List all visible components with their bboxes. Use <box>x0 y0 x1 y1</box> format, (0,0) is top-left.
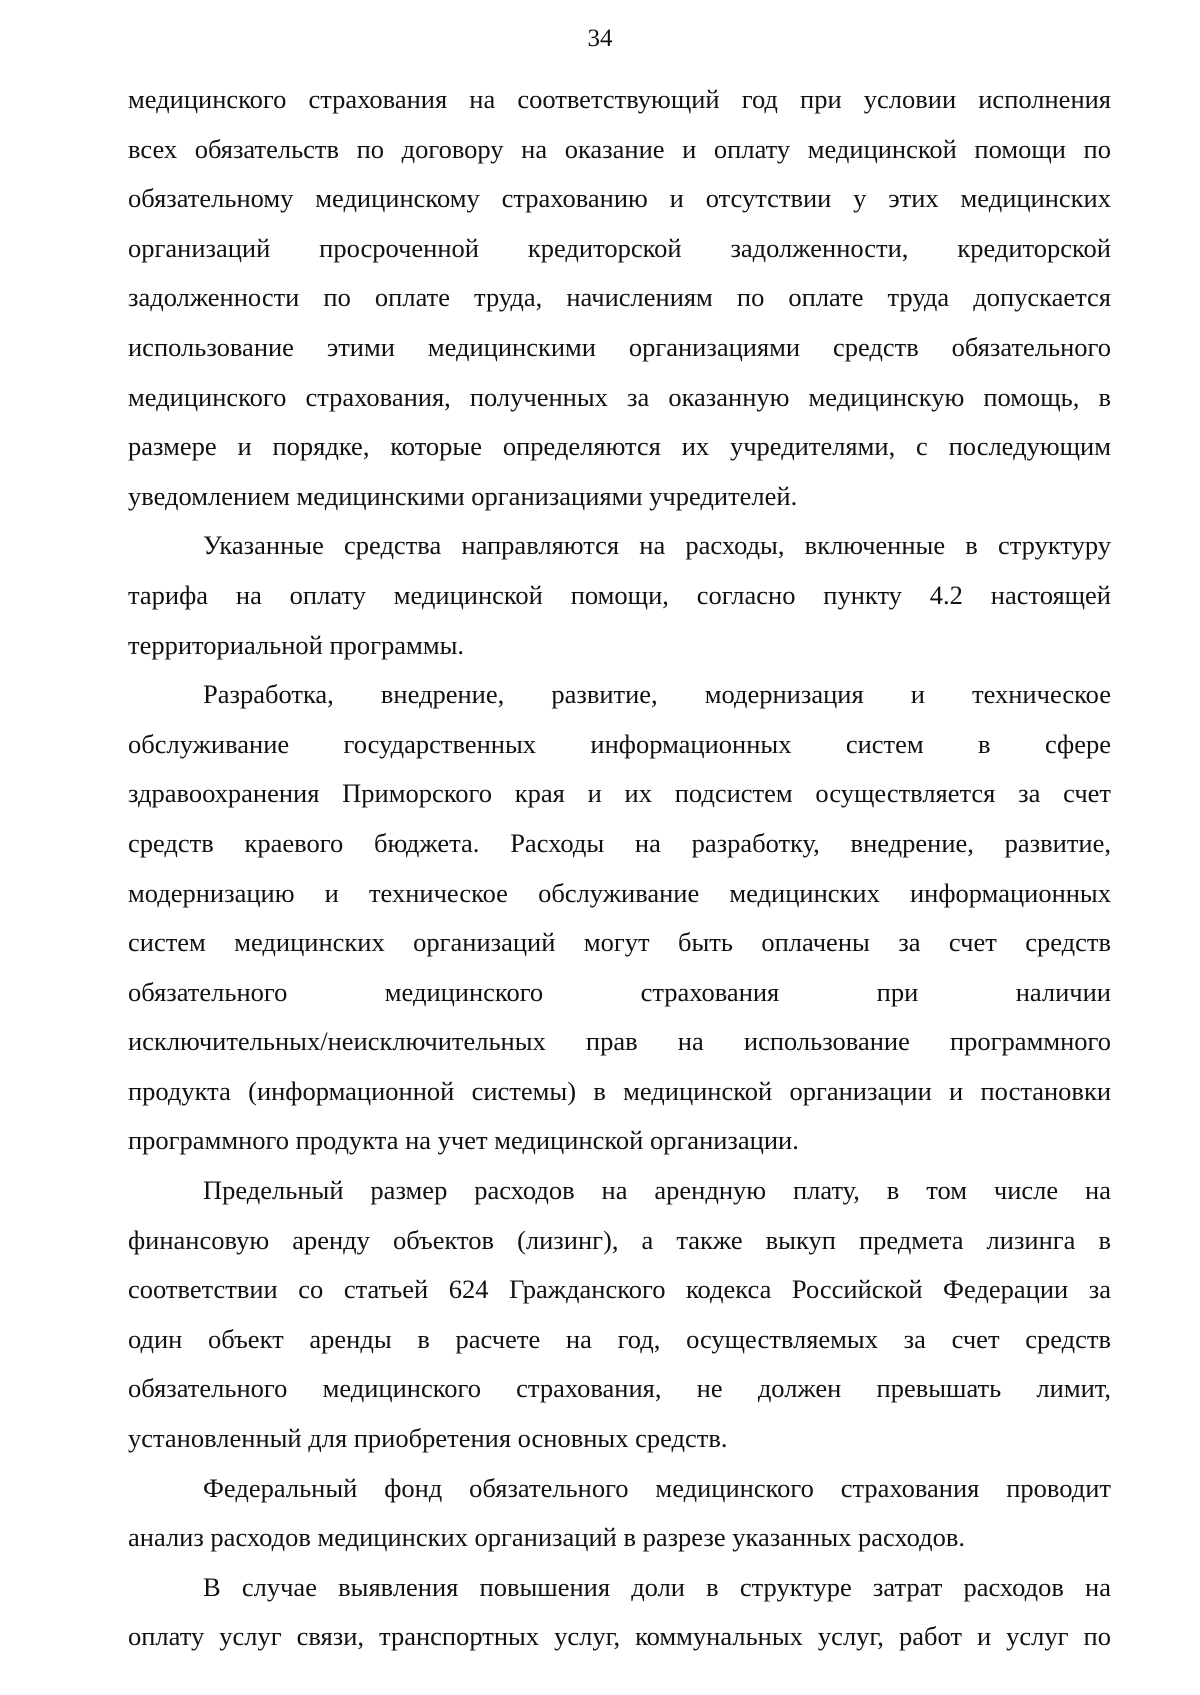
text-line: обслуживание государственных информационных систем в сфере <box>128 728 1111 759</box>
text-line: оплату услуг связи, транспортных услуг, коммунальных услуг, работ и услуг по <box>128 1621 1111 1652</box>
text-line: финансовую аренду объектов (лизинг), а также выкуп предмета лизинга в <box>128 1224 1111 1255</box>
text-line: размере и порядке, которые определяются их учредителями, с последующим <box>128 431 1111 462</box>
text-line: организаций просроченной кредиторской задолженности, кредиторской <box>128 232 1111 263</box>
text-line: Указанные средства направляются на расходы, включенные в структуру <box>203 530 1111 561</box>
text-line: систем медицинских организаций могут быть оплачены за счет средств <box>128 927 1111 958</box>
text-line: обязательного медицинского страхования при наличии <box>128 976 1111 1007</box>
text-line: уведомлением медицинскими организациями учредителей. <box>128 480 798 511</box>
text-line: здравоохранения Приморского края и их подсистем осуществляется за счет <box>128 778 1111 809</box>
text-line: средств краевого бюджета. Расходы на разработку, внедрение, развитие, <box>128 827 1111 858</box>
text-line: задолженности по оплате труда, начислениям по оплате труда допускается <box>128 282 1111 313</box>
paragraph-5 <box>128 1464 1111 1563</box>
text-line: использование этими медицинскими организациями средств обязательного <box>128 331 1111 362</box>
text-line: Федеральный фонд обязательного медицинского страхования проводит <box>203 1472 1111 1503</box>
paragraph-1 <box>128 75 1111 521</box>
paragraph-6 <box>128 1563 1111 1662</box>
text-line: Предельный размер расходов на арендную плату, в том числе на <box>203 1175 1111 1206</box>
text-line: программного продукта на учет медицинской организации. <box>128 1125 799 1156</box>
text-line: В случае выявления повышения доли в структуре затрат расходов на <box>203 1571 1111 1602</box>
text-line: всех обязательств по договору на оказание и оплату медицинской помощи по <box>128 133 1111 164</box>
text-line: Разработка, внедрение, развитие, модернизация и техническое <box>203 679 1111 710</box>
text-line: один объект аренды в расчете на год, осуществляемых за счет средств <box>128 1323 1111 1354</box>
text-line: обязательному медицинскому страхованию и отсутствии у этих медицинских <box>128 183 1111 214</box>
text-line: соответствии со статьей 624 Гражданского кодекса Российской Федерации за <box>128 1274 1111 1305</box>
paragraph-3 <box>128 670 1111 1166</box>
text-line: территориальной программы. <box>128 629 465 660</box>
text-line: анализ расходов медицинских организаций в разрезе указанных расходов. <box>128 1522 966 1553</box>
text-line: тарифа на оплату медицинской помощи, согласно пункту 4.2 настоящей <box>128 579 1111 610</box>
text-line: обязательного медицинского страхования, не должен превышать лимит, <box>128 1373 1111 1404</box>
text-line: продукта (информационной системы) в медицинской организации и постановки <box>128 1075 1111 1106</box>
document-body <box>128 75 1111 1662</box>
text-line: исключительных/неисключительных прав на использование программного <box>128 1026 1111 1057</box>
page-number: 34 <box>587 25 613 52</box>
text-line: установленный для приобретения основных средств. <box>128 1423 728 1454</box>
paragraph-4 <box>128 1166 1111 1464</box>
text-line: медицинского страхования, полученных за оказанную медицинскую помощь, в <box>128 381 1111 412</box>
text-line: модернизацию и техническое обслуживание медицинских информационных <box>128 877 1111 908</box>
paragraph-2 <box>128 521 1111 670</box>
text-line: медицинского страхования на соответствующий год при условии исполнения <box>128 84 1111 114</box>
